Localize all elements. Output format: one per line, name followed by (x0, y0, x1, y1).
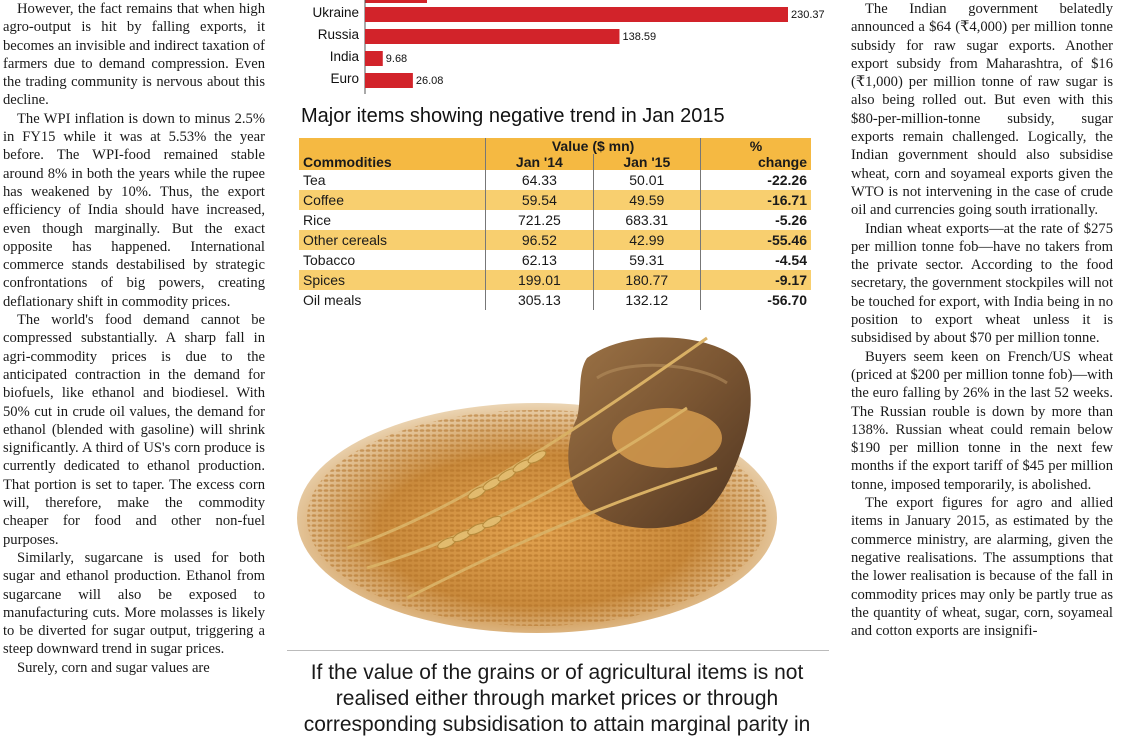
cell-commodity: Tea (303, 172, 326, 188)
cell-jan15: 49.59 (593, 190, 700, 210)
cell-jan15: 132.12 (593, 290, 700, 310)
article-column-right (851, 0, 1113, 640)
article-paragraph: Surely, corn and sugar values are (17, 659, 210, 676)
cell-jan14: 96.52 (486, 230, 593, 250)
table-header-commodities: Commodities (299, 154, 486, 170)
pull-quote: If the value of the grains or of agricultural items is not realised either through market prices or through corresponding subsidisation to attain marginal parity in (303, 661, 811, 736)
cell-commodity: Tobacco (303, 252, 356, 268)
article-paragraph: Indian wheat exports—at the rate of $275 per million tonne fob—have no takers from the private sector. According to the food secretary, the government stockpiles will not be touched for export, with India being in no position to export wheat unless it is subsidised by about $70 per million tonne. (851, 220, 1113, 347)
table-header-value-group: Value ($ mn) (486, 138, 701, 154)
table-row (299, 250, 811, 270)
article-paragraph: The export figures for agro and allied items in January 2015, as estimated by the commerce ministry, are alarming, given the negative realisations. The assumptions that the lower realisation is because of the fall in commodity prices may only be partly true as the quantity of wheat, sugar, corn, soyameal and cotton exports are insignifi- (851, 495, 1113, 640)
cell-commodity: Coffee (299, 190, 486, 210)
bar-value-label: 230.37 (791, 9, 825, 21)
table-title: Major items showing negative trend in Jan 2015 (301, 105, 725, 127)
bar-category-label: Russia (317, 27, 359, 42)
table-header-jan14: Jan '14 (486, 154, 593, 170)
bar-category-label: India (329, 49, 359, 64)
cell-change: -56.70 (700, 290, 811, 310)
table-header-pct: % (700, 138, 811, 154)
cell-jan15: 180.77 (593, 270, 700, 290)
cell-jan14: 62.13 (486, 250, 593, 270)
bar-euro (365, 73, 413, 88)
table-row (299, 230, 811, 250)
table-row (299, 170, 811, 190)
article-paragraph: However, the fact remains that when high agro-output is hit by falling exports, it becomes an invisible and indirect taxation of farmers due to demand compression. Even the trading community is nervous about this decline. (3, 1, 265, 109)
article-paragraph: The world's food demand cannot be compressed substantially. A sharp fall in agri-commodity prices is due to the anticipated contraction in the demand for biofuels, like ethanol and biodiesel. With 50% cut in crude oil values, the demand for ethanol (blended with gasoline) will shrink significantly. A third of US's corn produce is currently dedicated to ethanol production. That portion is set to taper. The excess corn will, therefore, make the commodity cheaper for food and other non-fuel purposes. (3, 312, 265, 548)
bar-value-label: 138.59 (622, 31, 657, 43)
bar-value-label: 26.08 (415, 75, 444, 87)
cell-commodity: Other cereals (299, 230, 486, 250)
cell-jan15: 50.01 (593, 170, 700, 190)
cell-jan14: 199.01 (486, 270, 593, 290)
cell-change: -55.46 (700, 230, 811, 250)
bar-india (365, 51, 383, 66)
table-row (299, 290, 811, 310)
cell-commodity: Rice (303, 212, 332, 228)
cell-change: -4.54 (700, 250, 811, 270)
table-header-jan15: Jan '15 (593, 154, 700, 170)
cell-jan14: 64.33 (486, 170, 593, 190)
article-paragraph: The WPI inflation is down to minus 2.5% in FY15 while it was at 5.53% the year before. The WPI-food remained stable around 8% in both the years while the rupee has weakened by 10%. Thus, the export efficiency of India should have increased, even though marginally. But the exact opposite has happened. International commerce stands destabilised by strategic confrontations of big powers, creating deflationary shift in commodity prices. (3, 110, 265, 310)
table-header-change: change (700, 154, 811, 170)
cell-jan15: 59.31 (593, 250, 700, 270)
bar-ukraine (365, 7, 788, 22)
cell-jan15: 42.99 (593, 230, 700, 250)
divider (287, 650, 829, 651)
cell-jan14: 305.13 (486, 290, 593, 310)
article-paragraph: Buyers seem keen on French/US wheat (priced at $200 per million tonne fob)—with the euro falling by 26% in the last 52 weeks. The Russian rouble is down by more than 138%. Russian wheat could remain below $190 per million tonne in the next few months if the export tariff of $45 per million tonne, imposed temporarily, is abolished. (851, 348, 1113, 493)
cell-jan14: 721.25 (486, 210, 593, 230)
article-paragraph: Similarly, sugarcane is used for both sugar and ethanol production. Ethanol from sugarcane will also be exposed to manufacturing cuts. More molasses is likely to be diverted for sugar output, triggering a steep downward trend in sugar prices. (3, 549, 265, 658)
bar-category-label: Euro (330, 71, 359, 86)
table-header-blank (299, 138, 486, 154)
bar-category-label: Ukraine (312, 5, 359, 20)
wheat-sack-illustration (287, 318, 829, 640)
infographic (287, 0, 829, 640)
currency-bar-chart (287, 0, 829, 100)
cell-change: -5.26 (700, 210, 811, 230)
cell-commodity: Oil meals (303, 292, 362, 308)
bar-partial (365, 0, 427, 3)
table-row (299, 210, 811, 230)
article-column-left (3, 0, 265, 677)
cell-jan14: 59.54 (486, 190, 593, 210)
table-row (299, 270, 811, 290)
cell-jan15: 683.31 (593, 210, 700, 230)
bar-russia (365, 29, 619, 44)
cell-commodity: Spices (299, 270, 486, 290)
cell-change: -9.17 (700, 270, 811, 290)
article-paragraph: The Indian government belatedly announced a $64 (₹4,000) per million tonne subsidy for raw sugar exports. Another export subsidy from Maharashtra, of $16 (₹1,000) per million tonne of raw sugar is also being rolled out. But even with this $80-per-million-tonne subsidy, sugar exports remain challenged. Logically, the Indian government should also subsidise wheat, corn and soyameal exports given the WTO is not intervening in the case of crude oil and currencies going south irrationally. (851, 1, 1113, 219)
cell-change: -16.71 (700, 190, 811, 210)
bar-value-label: 9.68 (385, 53, 408, 65)
table-row (299, 190, 811, 210)
commodities-table (299, 138, 811, 310)
cell-change: -22.26 (700, 170, 811, 190)
